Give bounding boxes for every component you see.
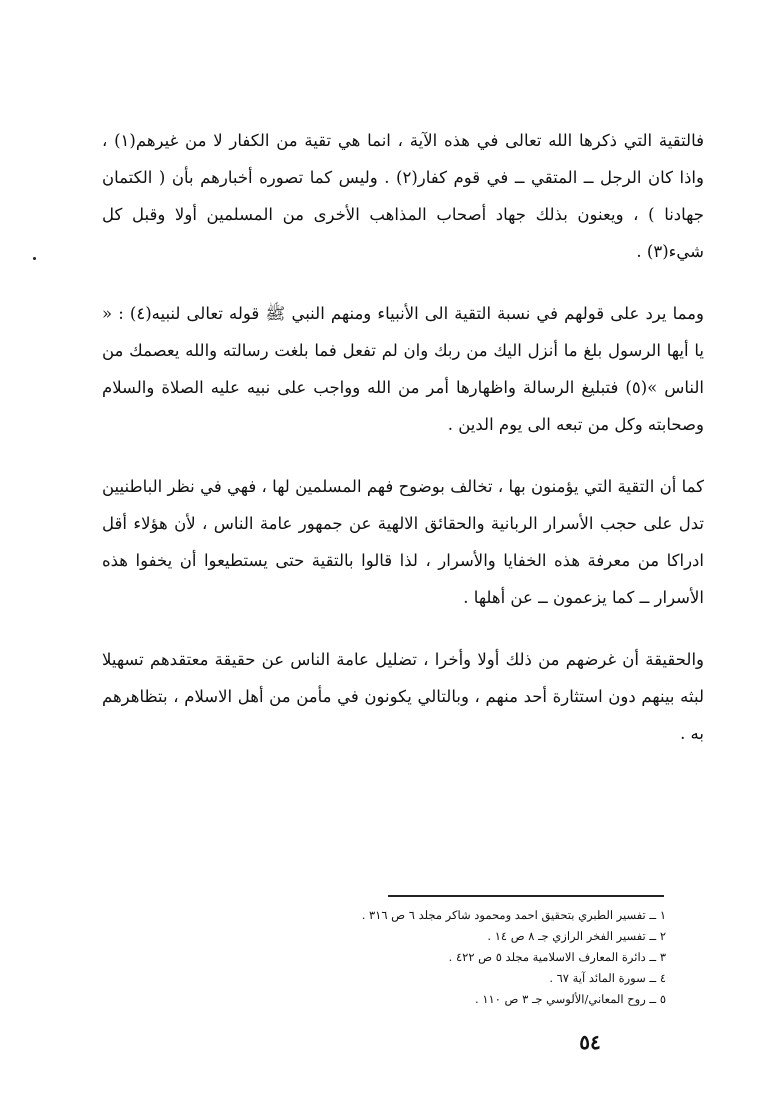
body-text: [102, 122, 704, 752]
scan-speck: [33, 257, 36, 260]
footnote-1: ١ ــ تفسير الطبري بتحقيق احمد ومحمود شاكر مجلد ٦ ص ٣١٦ .: [361, 908, 666, 922]
paragraph-2: ومما يرد على قولهم في نسبة التقية الى الأنبياء ومنهم النبي ﷺ قوله تعالى لنبيه(٤) : « يا أيها الرسول بلغ ما أنزل اليك من ربك وان لم تفعل فما بلغت رسالته والله يعصمك من الناس »(٥) فتبليغ الرسالة واظهارها أمر من الله وواجب على نبيه عليه الصلاة والسلام وصحابته وكل من تبعه الى يوم الدين .: [102, 304, 704, 434]
footnote-2: ٢ ــ تفسير الفخر الرازي جـ ٨ ص ١٤ .: [487, 929, 666, 943]
footnote-3: ٣ ــ دائرة المعارف الاسلامية مجلد ٥ ص ٤٢٢ .: [448, 950, 666, 964]
paragraph-3: كما أن التقية التي يؤمنون بها ، تخالف بوضوح فهم المسلمين لها ، فهي في نظر الباطنيين تدل على حجب الأسرار الربانية والحقائق الالهية عن جمهور عامة الناس ، لأن هؤلاء أقل ادراكا من معرفة هذه الخفايا والأسرار ، لذا قالوا بالتقية حتى يستطيعوا أن يخفوا هذه الأسرار ــ كما يزعمون ــ عن أهلها .: [102, 477, 704, 607]
footnote-4: ٤ ــ سورة المائد آية ٦٧ .: [549, 971, 666, 985]
footnote-5: ٥ ــ روح المعاني/الألوسي جـ ٣ ص ١١٠ .: [475, 992, 666, 1006]
footnotes-list: [280, 905, 666, 1010]
page-number: ٥٤: [579, 1030, 601, 1054]
footnote-divider: [388, 895, 664, 897]
paragraph-4: والحقيقة أن غرضهم من ذلك أولا وأخرا ، تضليل عامة الناس عن حقيقة معتقدهم تسهيلا لبثه بينهم دون استثارة أحد منهم ، وبالتالي يكونون في مأمن من أهل الاسلام ، بتظاهرهم به .: [102, 650, 704, 743]
paragraph-1: فالتقية التي ذكرها الله تعالى في هذه الآية ، انما هي تقية من الكفار لا من غيرهم(١) ، واذا كان الرجل ــ المتقي ــ في قوم كفار(٢) . وليس كما تصوره أخبارهم بأن ( الكتمان جهادنا ) ، ويعنون بذلك جهاد أصحاب المذاهب الأخرى من المسلمين أولا وقبل كل شيء(٣) .: [102, 131, 705, 261]
